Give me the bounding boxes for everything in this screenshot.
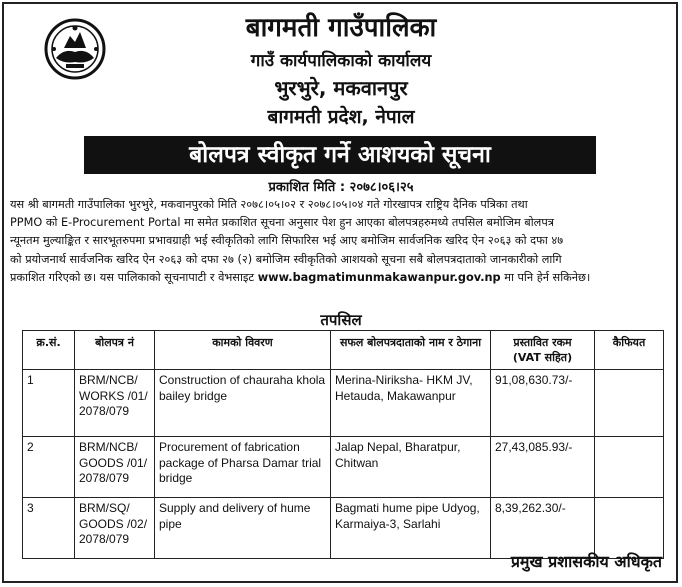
body-text: प्रकाशित गरिएको छ। यस पालिकाको सूचनापाटी र वेभसाइट (10, 270, 258, 284)
header-amount-line1: प्रस्तावित रकम (513, 336, 572, 349)
body-line: यस श्री बागमती गाउँपालिका भुरभुरे, मकवानपुरको मिति २०७८।०५।०२ र २०७८।०५।०४ गते गोरखापत्र राष्ट्रिय दैनिक पत्रिका तथा (10, 198, 528, 211)
notice-body (10, 196, 672, 287)
province-country: बागमती प्रदेश, नेपाल (267, 106, 415, 128)
cell-bid-no: BRM/SQ/ GOODS /02/ 2078/079 (75, 498, 155, 559)
signature-title: प्रमुख प्रशासकीय अधिकृत (510, 552, 662, 571)
header-amount-line2: (VAT सहित) (512, 351, 573, 364)
table-row (23, 370, 664, 437)
cell-remarks (595, 437, 664, 498)
cell-bidder: Bagmati hume pipe Udyog, Karmaiya-3, Sarlahi (331, 498, 491, 559)
header-remarks: कैफियत (595, 331, 664, 370)
cell-amount: 8,39,262.30/- (491, 498, 595, 559)
cell-work: Construction of chauraha khola bailey bridge (155, 370, 331, 437)
website-link[interactable]: www.bagmatimunmakawanpur.gov.np (257, 270, 501, 284)
table-header-row (23, 331, 664, 370)
cell-sn: 2 (23, 437, 75, 498)
cell-bidder: Merina-Niriksha- HKM JV, Hetauda, Makawanpur (331, 370, 491, 437)
table-row (23, 437, 664, 498)
body-line: को प्रयोजनार्थ सार्वजनिक खरिद ऐन २०६३ को दफा २७ (२) बमोजिम स्वीकृतिको आशयको सूचना सबै बोलपत्रदाताको जानकारीको लागि (10, 252, 562, 266)
body-line: न्यूनतम मुल्याङ्कित र सारभूतरुपमा प्रभावग्राही भई स्वीकृतिको लागि सिफारिस भई आए बमोजिम सार्वजनिक खरिद ऐन २०६३ को दफा ४७ (10, 234, 564, 248)
header-sn: क्र.सं. (23, 331, 75, 370)
office-name: गाउँ कार्यपालिकाको कार्यालय (250, 51, 432, 71)
header-bidder: सफल बोलपत्रदाताको नाम र ठेगाना (331, 331, 491, 370)
bid-table (22, 330, 664, 559)
header-bid-no: बोलपत्र नं (75, 331, 155, 370)
office-address: भुरभुरे, मकवानपुर (274, 76, 408, 100)
cell-bid-no: BRM/NCB/ GOODS /01/ 2078/079 (75, 437, 155, 498)
header-amount (491, 331, 595, 370)
cell-bid-no: BRM/NCB/ WORKS /01/ 2078/079 (75, 370, 155, 437)
cell-remarks (595, 370, 664, 437)
body-line: PPMO को E-Procurement Portal मा समेत प्रकाशित सूचना अनुसार पेश हुन आएका बोलपत्रहरुमध्ये तपसिल बमोजिम बोलपत्र (10, 216, 554, 230)
cell-sn: 1 (23, 370, 75, 437)
header-work: कामको विवरण (155, 331, 331, 370)
body-line (10, 269, 672, 287)
notice-title: बोलपत्र स्वीकृत गर्ने आशयको सूचना (84, 136, 596, 174)
cell-bidder: Jalap Nepal, Bharatpur, Chitwan (331, 437, 491, 498)
municipality-name: बागमती गाउँपालिका (245, 13, 437, 43)
cell-sn: 3 (23, 498, 75, 559)
cell-work: Supply and delivery of hume pipe (155, 498, 331, 559)
cell-amount: 27,43,085.93/- (491, 437, 595, 498)
body-text: मा पनि हेर्न सकिनेछ। (500, 270, 591, 284)
cell-amount: 91,08,630.73/- (491, 370, 595, 437)
cell-work: Procurement of fabrication package of Pharsa Damar trial bridge (155, 437, 331, 498)
published-date: प्रकाशित मिति : २०७८।०६।२५ (268, 180, 414, 195)
schedule-title: तपसिल (320, 311, 362, 329)
